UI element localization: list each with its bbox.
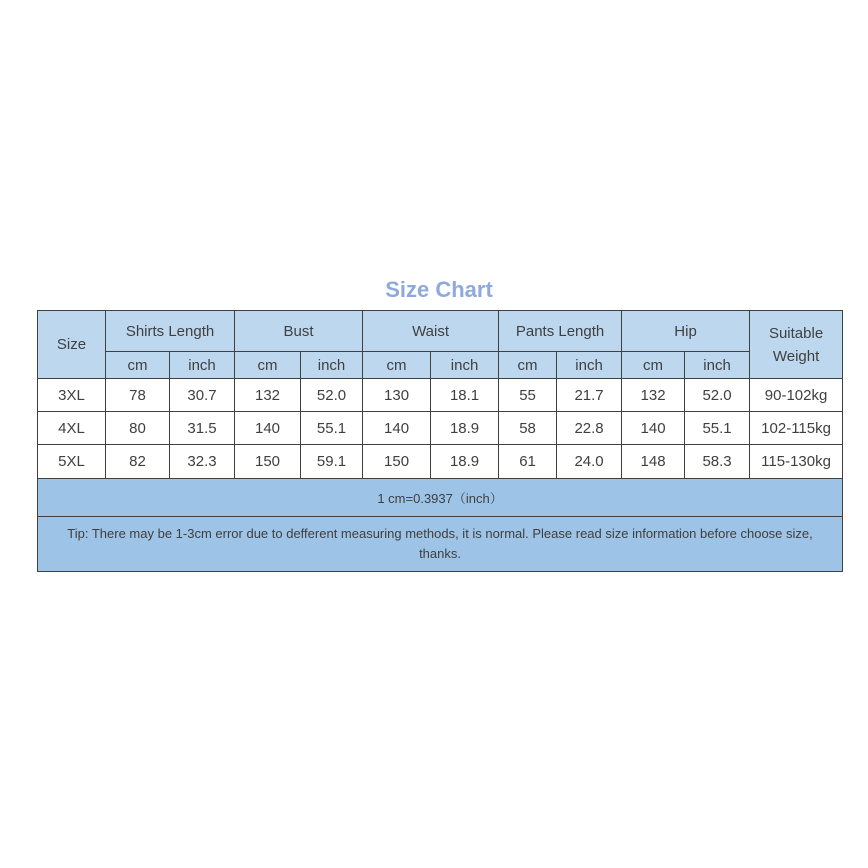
unit-hip-inch: inch [685,352,750,379]
header-shirts-length: Shirts Length [106,311,235,352]
cell-size: 5XL [38,445,106,479]
cell-waist-inch: 18.1 [431,379,499,412]
header-hip: Hip [622,311,750,352]
cell-hip-inch: 55.1 [685,412,750,445]
unit-pants-cm: cm [499,352,557,379]
cell-weight: 115-130kg [750,445,843,479]
unit-pants-inch: inch [557,352,622,379]
header-pants-length: Pants Length [499,311,622,352]
cell-hip-inch: 52.0 [685,379,750,412]
cell-pants-cm: 55 [499,379,557,412]
unit-waist-inch: inch [431,352,499,379]
cell-weight: 102-115kg [750,412,843,445]
cell-waist-inch: 18.9 [431,412,499,445]
unit-shirts-inch: inch [170,352,235,379]
cell-bust-cm: 132 [235,379,301,412]
header-suitable-weight: Suitable Weight [750,311,843,379]
table-row [38,379,843,412]
cell-bust-cm: 150 [235,445,301,479]
cell-waist-cm: 150 [363,445,431,479]
cell-waist-cm: 140 [363,412,431,445]
cell-pants-inch: 22.8 [557,412,622,445]
header-bust: Bust [235,311,363,352]
unit-shirts-cm: cm [106,352,170,379]
cell-pants-inch: 21.7 [557,379,622,412]
table-row [38,445,843,479]
cell-size: 3XL [38,379,106,412]
size-chart-title: Size Chart [385,277,493,302]
table-row [38,412,843,445]
cell-pants-inch: 24.0 [557,445,622,479]
cell-hip-inch: 58.3 [685,445,750,479]
cell-shirts-inch: 32.3 [170,445,235,479]
unit-bust-cm: cm [235,352,301,379]
cell-bust-inch: 52.0 [301,379,363,412]
cell-shirts-inch: 31.5 [170,412,235,445]
cell-bust-inch: 59.1 [301,445,363,479]
cell-pants-cm: 58 [499,412,557,445]
cell-bust-inch: 55.1 [301,412,363,445]
cell-hip-cm: 132 [622,379,685,412]
cell-shirts-cm: 82 [106,445,170,479]
unit-bust-inch: inch [301,352,363,379]
cell-hip-cm: 140 [622,412,685,445]
unit-hip-cm: cm [622,352,685,379]
cell-shirts-cm: 78 [106,379,170,412]
cell-hip-cm: 148 [622,445,685,479]
header-size: Size [38,311,106,379]
cell-shirts-cm: 80 [106,412,170,445]
size-chart-table [37,310,843,572]
tip-note: Tip: There may be 1-3cm error due to defferent measuring methods, it is normal. Please read size information before choose size, thanks. [38,517,843,572]
cell-pants-cm: 61 [499,445,557,479]
unit-waist-cm: cm [363,352,431,379]
cell-size: 4XL [38,412,106,445]
cell-waist-cm: 130 [363,379,431,412]
conversion-note: 1 cm=0.3937（inch） [38,479,843,517]
cell-bust-cm: 140 [235,412,301,445]
header-waist: Waist [363,311,499,352]
cell-waist-inch: 18.9 [431,445,499,479]
cell-shirts-inch: 30.7 [170,379,235,412]
cell-weight: 90-102kg [750,379,843,412]
